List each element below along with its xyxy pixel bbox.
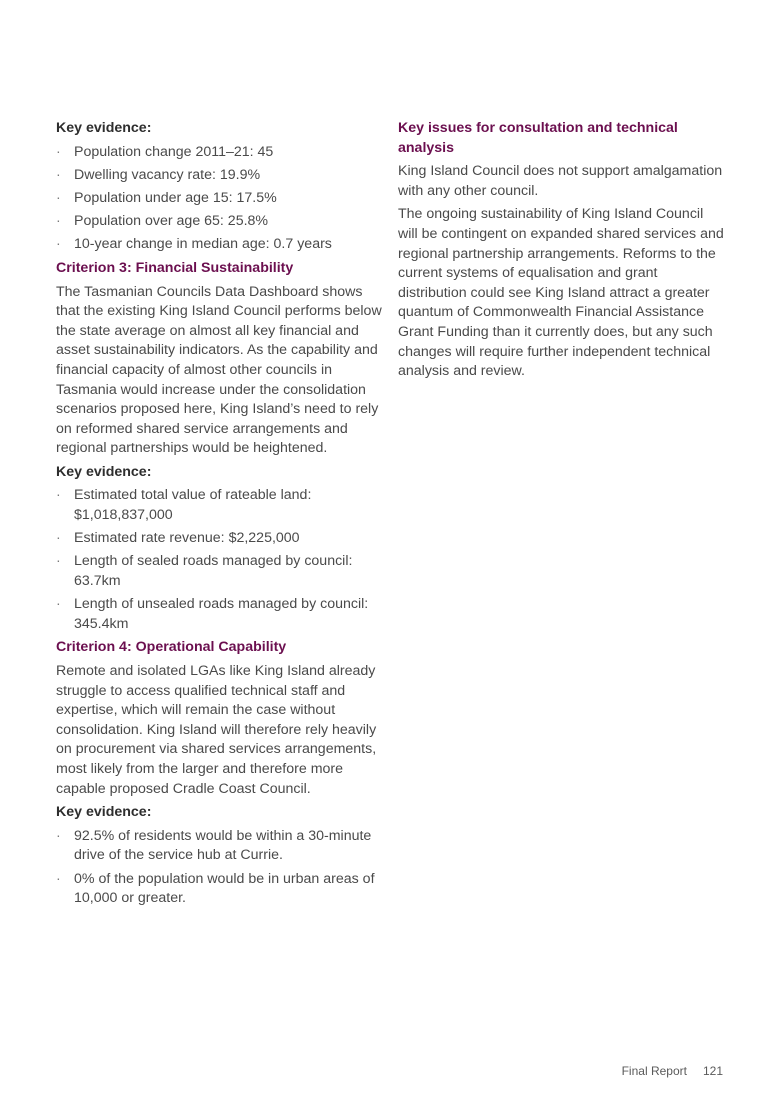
key-evidence-heading-1: Key evidence: xyxy=(56,120,152,136)
key-issues-paragraph-1: King Island Council does not support amalgamation with any other council. xyxy=(398,163,723,199)
left-column xyxy=(56,119,382,913)
footer-report-label: Final Report xyxy=(621,1064,687,1078)
bullet-icon: · xyxy=(56,189,61,206)
criterion-3-heading: Criterion 3: Financial Sustainability xyxy=(56,259,294,276)
list-item: · Dwelling vacancy rate: 19.9% xyxy=(56,166,382,186)
bullet-icon: · xyxy=(56,553,61,570)
bullet-icon: · xyxy=(56,213,61,230)
criterion-4-heading: Criterion 4: Operational Capability xyxy=(56,639,287,656)
list-item: · Estimated total value of rateable land: $1,018,837,000 xyxy=(56,487,312,524)
criterion-4-paragraph: Remote and isolated LGAs like King Island already struggle to access qualified technical staff and expertise, which will remain the case without consolidation. King Island will therefore rely heavily on procurement via shared services arrangements, most likely from the larger and therefore more capable proposed Cradle Coast Council. xyxy=(56,663,377,797)
list-item: · Estimated rate revenue: $2,225,000 xyxy=(56,529,382,549)
bullet-icon: · xyxy=(56,870,61,887)
criterion-3-paragraph: The Tasmanian Councils Data Dashboard shows that the existing King Island Council performs below the state average on almost all key financial and asset sustainability indicators. As the capability and financial capacity of almost other councils in Tasmania would increase under the consolidation scenarios proposed here, King Island’s need to rely on reformed shared service arrangements and regional partnerships would be heightened. xyxy=(56,283,382,457)
bullet-icon: · xyxy=(56,827,61,844)
list-item: · Population under age 15: 17.5% xyxy=(56,189,382,209)
bullet-icon: · xyxy=(56,487,61,504)
bullet-icon: · xyxy=(56,166,61,183)
right-column xyxy=(398,119,724,386)
bullet-icon: · xyxy=(56,596,61,613)
key-evidence-heading-3: Key evidence: xyxy=(56,804,152,821)
list-item: · Length of sealed roads managed by council: 63.7km xyxy=(56,553,353,590)
list-item: · Population change 2011–21: 45 xyxy=(56,143,382,163)
key-evidence-list-3 xyxy=(56,827,382,909)
key-issues-heading: Key issues for consultation and technical analysis xyxy=(398,120,678,156)
list-item: · Length of unsealed roads managed by council: 345.4km xyxy=(56,596,369,632)
list-item: · Population over age 65: 25.8% xyxy=(56,212,382,232)
bullet-icon: · xyxy=(56,143,61,160)
key-evidence-list-1 xyxy=(56,143,382,255)
bullet-icon: · xyxy=(56,236,61,253)
key-issues-paragraph-2: The ongoing sustainability of King Island Council will be contingent on expanded shared services and regional partnership arrangements. Reforms to the current systems of equalisation and grant distribution could see King Island attract a greater quantum of Commonwealth Financial Assistance Grant Funding than it currently does, but any such changes will require further independent technical analysis and review. xyxy=(398,206,724,380)
page-footer xyxy=(622,1064,723,1078)
list-item: · 10-year change in median age: 0.7 years xyxy=(56,235,382,255)
list-item: · 92.5% of residents would be within a 30-minute drive of the service hub at Currie. xyxy=(56,827,372,864)
key-evidence-heading-2: Key evidence: xyxy=(56,463,152,480)
page-number: 121 xyxy=(702,1064,723,1078)
key-evidence-list-2 xyxy=(56,486,382,634)
list-item: · 0% of the population would be in urban areas of 10,000 or greater. xyxy=(56,870,375,907)
bullet-icon: · xyxy=(56,530,61,547)
